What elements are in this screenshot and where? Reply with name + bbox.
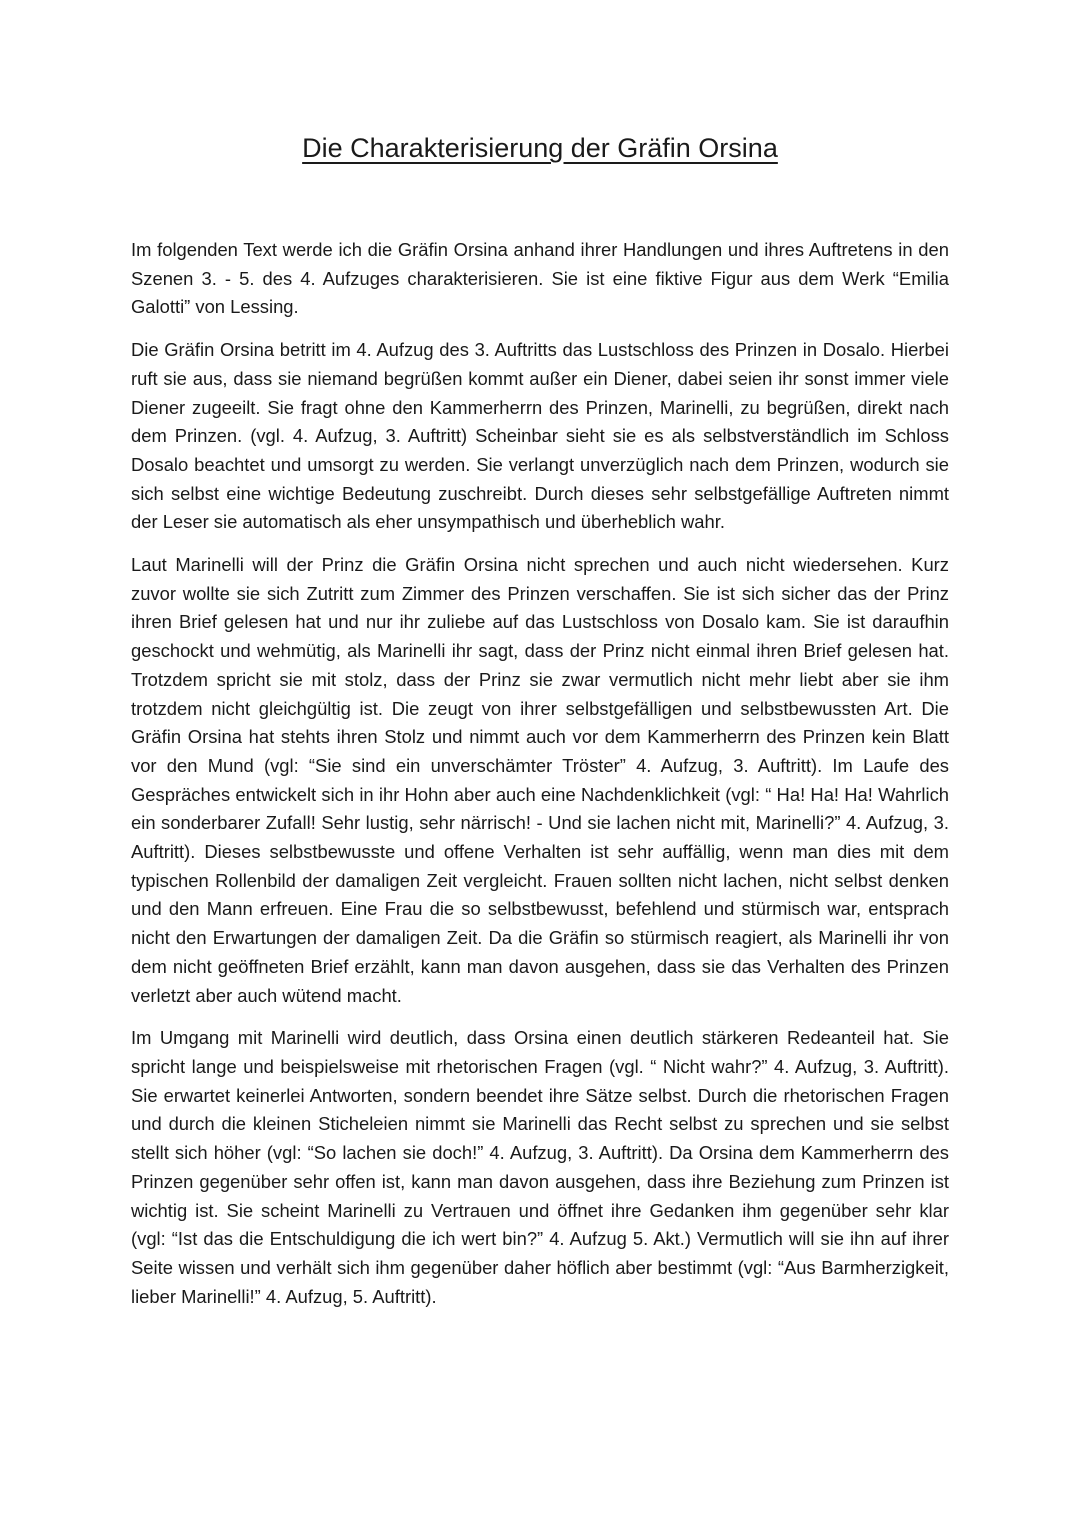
paragraph-intro: Im folgenden Text werde ich die Gräfin Orsina anhand ihrer Handlungen und ihres Auftretens in den Szenen 3. - 5. des 4. Aufzuges charakterisieren. Sie ist eine fiktive Figur aus dem Werk “Emilia Galotti” von Lessing. <box>131 239 949 318</box>
paragraph-conversation: Laut Marinelli will der Prinz die Gräfin Orsina nicht sprechen und auch nicht wiedersehen. Kurz zuvor wollte sie sich Zutritt zum Zimmer des Prinzen verschaffen. Sie ist sich sicher das der Prinz ihren Brief gelesen hat und nur ihr zuliebe auf das Lustschloss von Dosalo kam. Sie ist daraufhin geschockt und wehmütig, als Marinelli ihr sagt, dass der Prinz nicht einmal ihren Brief gelesen hat. Trotzdem spricht sie mit stolz, dass der Prinz sie zwar vermutlich nicht mehr liebt aber sie ihm trotzdem nicht gleichgültig ist. Die zeugt von ihrer selbstgefälligen und selbstbewussten Art. Die Gräfin Orsina hat stehts ihren Stolz und nimmt auch vor dem Kammerherrn des Prinzen kein Blatt vor den Mund (vgl: “Sie sind ein unverschämter Tröster” 4. Aufzug, 3. Auftritt). Im Laufe des Gespräches entwickelt sich in ihr Hohn aber auch eine Nachdenklichkeit (vgl: “ Ha! Ha! Ha! Wahrlich ein sonderbarer Zufall! Sehr lustig, sehr närrisch! - Und sie lachen nicht mit, Marinelli?” 4. Aufzug, 3. Auftritt). Dieses selbstbewusste und offene Verhalten ist sehr auffällig, wenn man dies mit dem typischen Rollenbild der damaligen Zeit vergleicht. Frauen sollten nicht lachen, nicht selbst denken und den Mann erfreuen. Eine Frau die so selbstbewusst, befehlend und stürmisch war, entsprach nicht den Erwartungen der damaligen Zeit. Da die Gräfin so stürmisch reagiert, als Marinelli ihr von dem nicht geöffneten Brief erzählt, kann man davon ausgehen, dass sie das Verhalten des Prinzen verletzt aber auch wütend macht. <box>131 554 949 1006</box>
paragraph-dealing-with-marinelli: Im Umgang mit Marinelli wird deutlich, dass Orsina einen deutlich stärkeren Redeanteil hat. Sie spricht lange und beispielsweise mit rhetorischen Fragen (vgl. “ Nicht wahr?” 4. Aufzug, 3. Auftritt). Sie erwartet keinerlei Antworten, sondern beendet ihre Sätze selbst. Durch die rhetorischen Fragen und durch die kleinen Sticheleien nimmt sie Marinelli das Recht selbst zu sprechen und sie selbst stellt sich höher (vgl: “So lachen sie doch!” 4. Aufzug, 3. Auftritt). Da Orsina dem Kammerherrn des Prinzen gegenüber sehr offen ist, kann man davon ausgehen, dass ihre Beziehung zum Prinzen ist wichtig ist. Sie scheint Marinelli zu Vertrauen und öffnet ihre Gedanken ihm gegenüber sehr klar (vgl: “Ist das die Entschuldigung die ich wert bin?” 4. Aufzug 5. Akt.) Vermutlich will sie ihn auf ihrer Seite wissen und verhält sich ihm gegenüber daher höflich aber bestimmt (vgl: “Aus Barmherzigkeit, lieber Marinelli!” 4. Aufzug, 5. Auftritt). <box>131 1027 949 1307</box>
document-title: Die Charakterisierung der Gräfin Orsina <box>302 133 778 163</box>
document-body <box>131 236 949 1325</box>
paragraph-arrival: Die Gräfin Orsina betritt im 4. Aufzug des 3. Auftritts das Lustschloss des Prinzen in Dosalo. Hierbei ruft sie aus, dass sie niemand begrüßen kommt außer ein Diener, dabei seien ihr sonst immer viele Diener zugeeilt. Sie fragt ohne den Kammerherrn des Prinzen, Marinelli, zu begrüßen, direkt nach dem Prinzen. (vgl. 4. Aufzug, 3. Auftritt) Scheinbar sieht sie es als selbstverständlich im Schloss Dosalo beachtet und umsorgt zu werden. Sie verlangt unverzüglich nach dem Prinzen, wodurch sie sich selbst eine wichtige Bedeutung zuschreibt. Durch dieses sehr selbstgefällige Auftreten nimmt der Leser sie automatisch als eher unsympathisch und überheblich wahr. <box>131 339 949 533</box>
